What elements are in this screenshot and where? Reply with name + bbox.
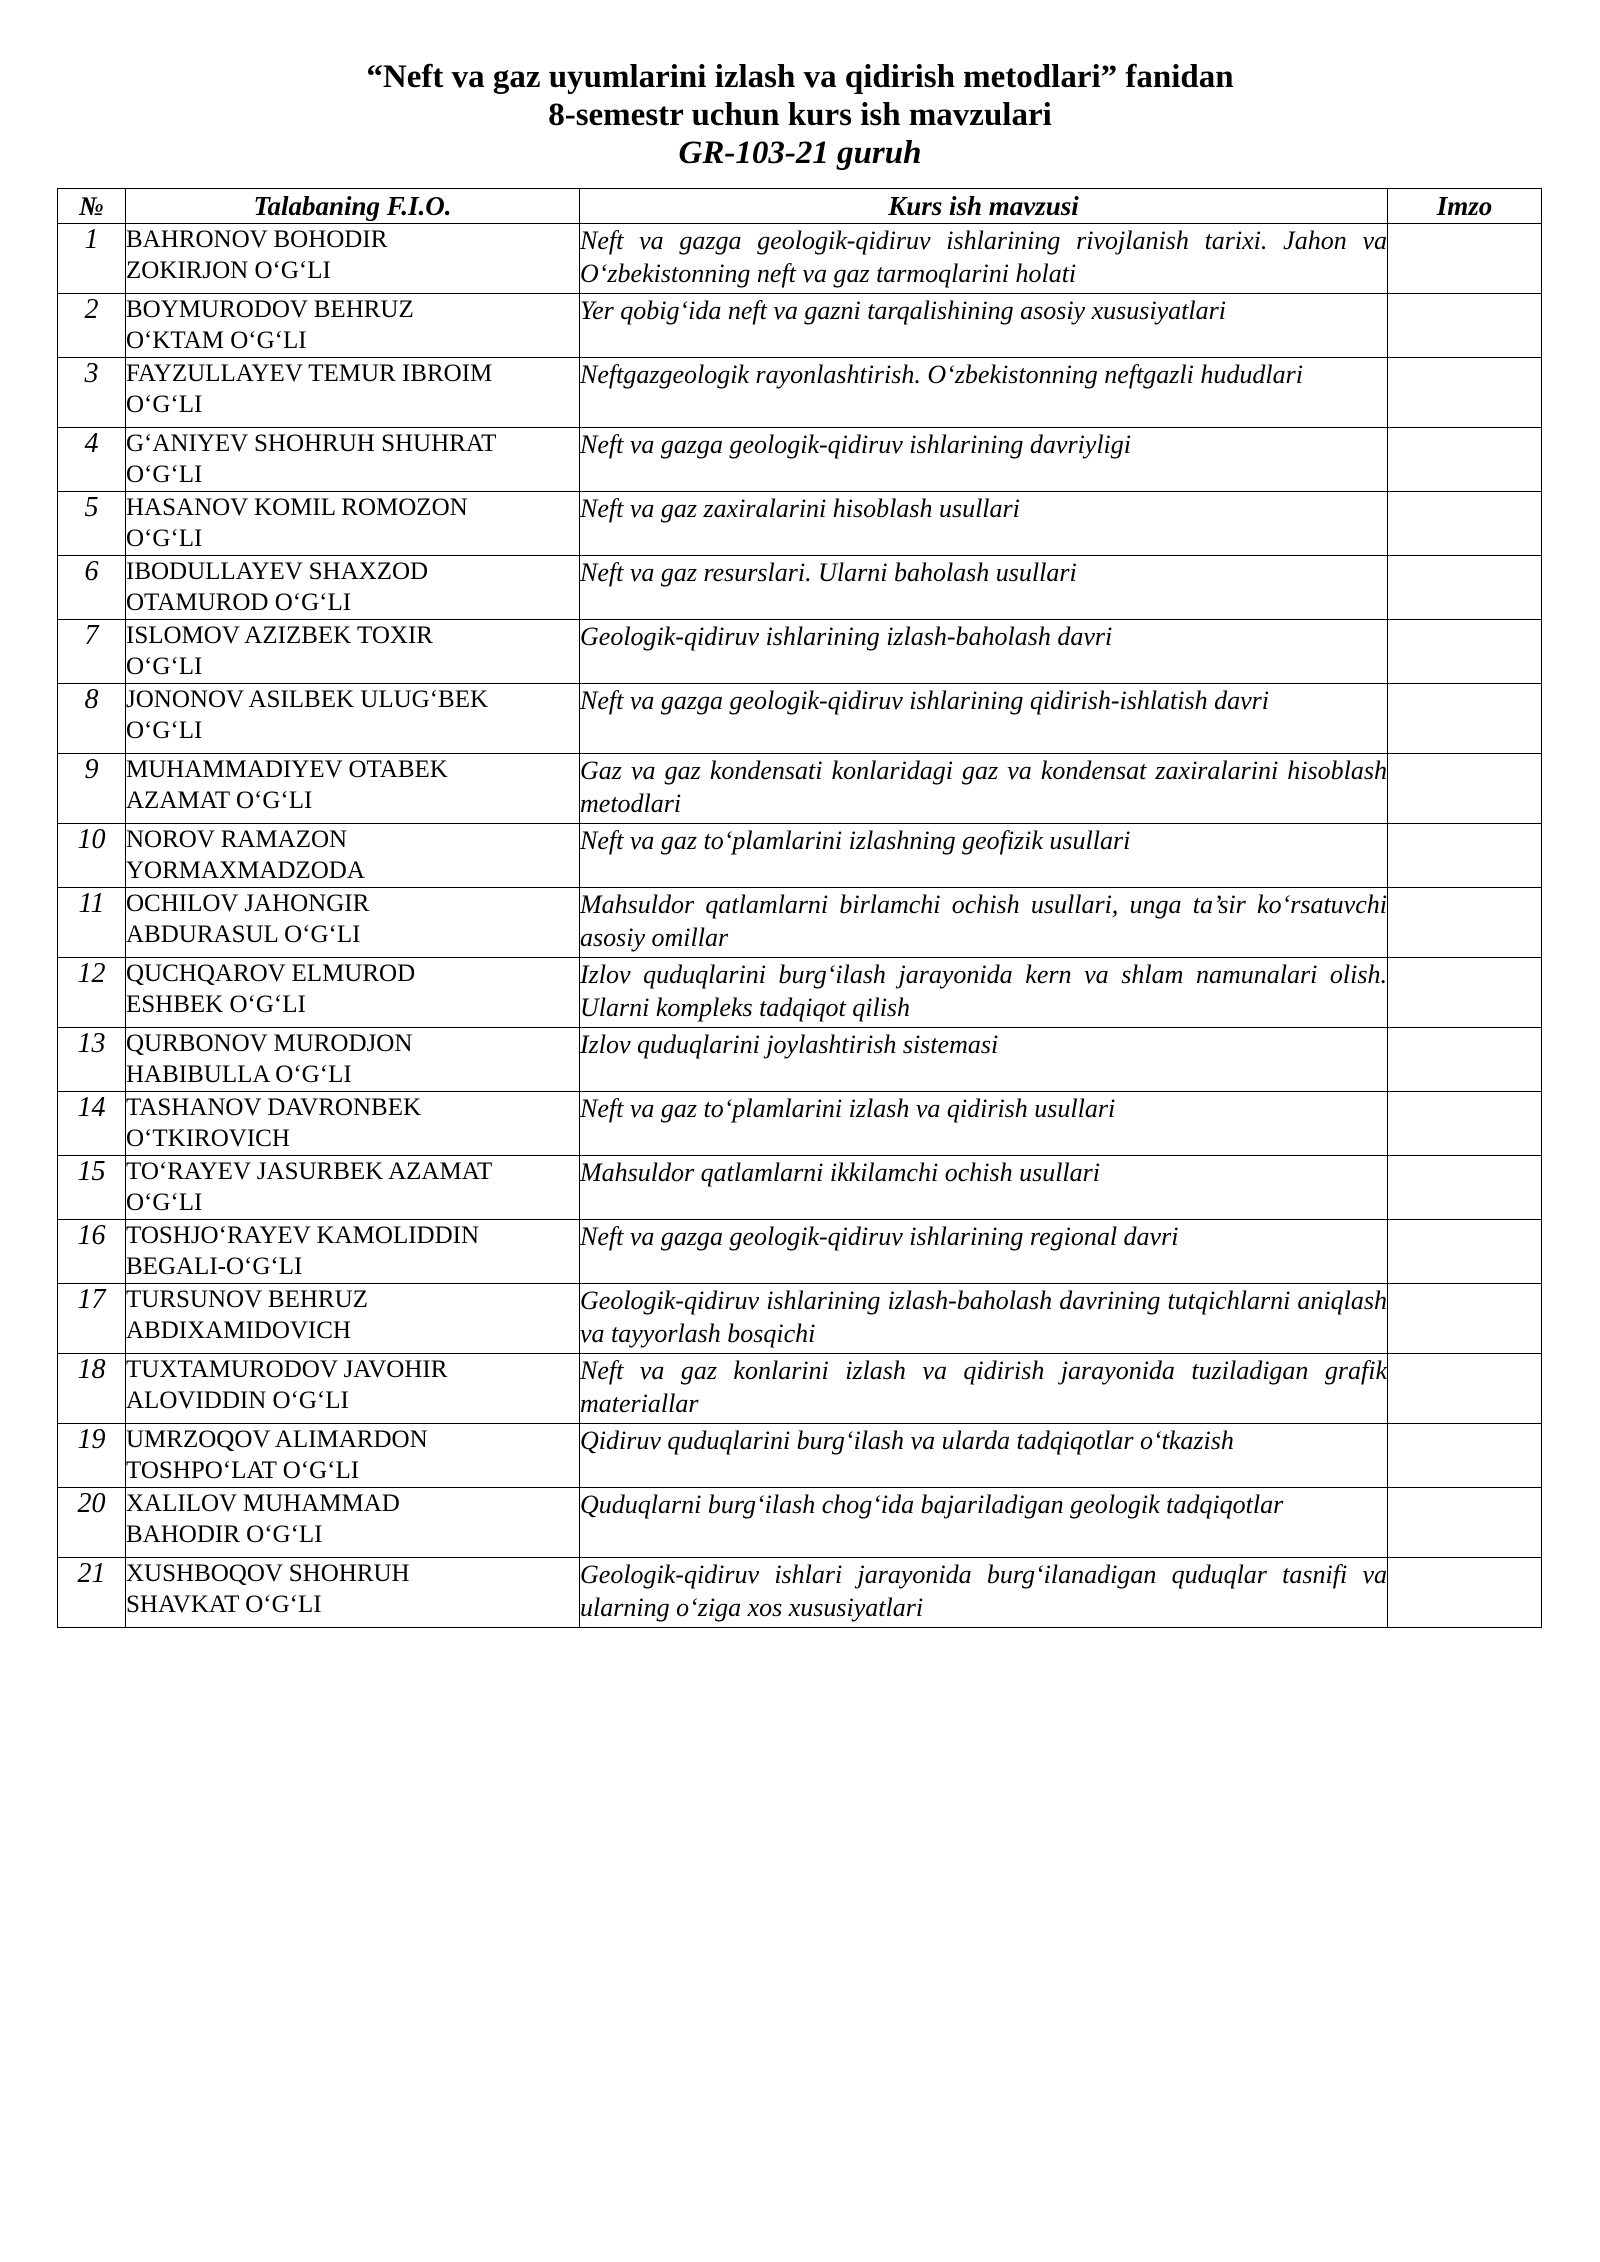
table-row <box>58 1092 1542 1156</box>
course-topic: Neft va gaz resurslari. Ularni baholash usullari <box>580 556 1388 620</box>
row-number: 19 <box>58 1424 126 1488</box>
signature-cell <box>1388 1354 1542 1424</box>
row-number: 6 <box>58 556 126 620</box>
row-number: 5 <box>58 492 126 556</box>
signature-cell <box>1388 1424 1542 1488</box>
document-subtitle: 8-semestr uchun kurs ish mavzulari <box>548 97 1052 133</box>
row-number: 16 <box>58 1220 126 1284</box>
student-name: BAHRONOV BOHODIR ZOKIRJON O‘G‘LI <box>126 224 580 294</box>
table-row <box>58 1488 1542 1558</box>
document-header <box>0 58 1600 172</box>
student-name: QUCHQAROV ELMUROD ESHBEK O‘G‘LI <box>126 958 580 1028</box>
table-row <box>58 492 1542 556</box>
row-number: 17 <box>58 1284 126 1354</box>
signature-cell <box>1388 1220 1542 1284</box>
table-row <box>58 358 1542 428</box>
table-row <box>58 294 1542 358</box>
column-header-student-name: Talabaning F.I.O. <box>126 189 580 224</box>
signature-cell <box>1388 1284 1542 1354</box>
table-row <box>58 556 1542 620</box>
student-name: TOSHJO‘RAYEV KAMOLIDDIN BEGALI-O‘G‘LI <box>126 1220 580 1284</box>
course-topic: Neftgazgeologik rayonlashtirish. O‘zbekistonning neftgazli hududlari <box>580 358 1388 428</box>
signature-cell <box>1388 1092 1542 1156</box>
group-label: GR-103-21 guruh <box>678 135 922 171</box>
course-topic: Geologik-qidiruv ishlarining izlash-baholash davri <box>580 620 1388 684</box>
student-name: XUSHBOQOV SHOHRUH SHAVKAT O‘G‘LI <box>126 1558 580 1628</box>
signature-cell <box>1388 428 1542 492</box>
row-number: 15 <box>58 1156 126 1220</box>
column-header-number: № <box>58 189 126 224</box>
signature-cell <box>1388 1488 1542 1558</box>
table-row <box>58 428 1542 492</box>
row-number: 10 <box>58 824 126 888</box>
course-topic: Qidiruv quduqlarini burg‘ilash va ularda tadqiqotlar o‘tkazish <box>580 1424 1388 1488</box>
signature-cell <box>1388 1558 1542 1628</box>
signature-cell <box>1388 556 1542 620</box>
column-header-course-topic: Kurs ish mavzusi <box>580 189 1388 224</box>
student-name: NOROV RAMAZON YORMAXMADZODA <box>126 824 580 888</box>
table-row <box>58 1028 1542 1092</box>
signature-cell <box>1388 1028 1542 1092</box>
course-topic: Quduqlarni burg‘ilash chog‘ida bajariladigan geologik tadqiqotlar <box>580 1488 1388 1558</box>
student-name: XALILOV MUHAMMAD BAHODIR O‘G‘LI <box>126 1488 580 1558</box>
student-name: MUHAMMADIYEV OTABEK AZAMAT O‘G‘LI <box>126 754 580 824</box>
row-number: 8 <box>58 684 126 754</box>
signature-cell <box>1388 1156 1542 1220</box>
signature-cell <box>1388 888 1542 958</box>
row-number: 4 <box>58 428 126 492</box>
course-topic: Geologik-qidiruv ishlari jarayonida burg‘ilanadigan quduqlar tasnifi va ularning o‘ziga xos xususiyatlari <box>580 1558 1388 1628</box>
course-topic: Neft va gaz konlarini izlash va qidirish jarayonida tuziladigan grafik materiallar <box>580 1354 1388 1424</box>
student-name: JONONOV ASILBEK ULUG‘BEK O‘G‘LI <box>126 684 580 754</box>
course-topic: Neft va gazga geologik-qidiruv ishlarining regional davri <box>580 1220 1388 1284</box>
row-number: 14 <box>58 1092 126 1156</box>
course-topics-table <box>57 188 1542 1628</box>
signature-cell <box>1388 224 1542 294</box>
student-name: TO‘RAYEV JASURBEK AZAMAT O‘G‘LI <box>126 1156 580 1220</box>
signature-cell <box>1388 754 1542 824</box>
student-name: HASANOV KOMIL ROMOZON O‘G‘LI <box>126 492 580 556</box>
student-name: TUXTAMURODOV JAVOHIR ALOVIDDIN O‘G‘LI <box>126 1354 580 1424</box>
course-topic: Geologik-qidiruv ishlarining izlash-baholash davrining tutqichlarni aniqlash va tayyorlash bosqichi <box>580 1284 1388 1354</box>
table-row <box>58 1284 1542 1354</box>
student-name: FAYZULLAYEV TEMUR IBROIM O‘G‘LI <box>126 358 580 428</box>
table-row <box>58 958 1542 1028</box>
table-body <box>58 224 1542 1628</box>
table-row <box>58 754 1542 824</box>
signature-cell <box>1388 620 1542 684</box>
table-row <box>58 888 1542 958</box>
course-topic: Neft va gazga geologik-qidiruv ishlarining qidirish-ishlatish davri <box>580 684 1388 754</box>
table-row <box>58 1424 1542 1488</box>
student-name: TURSUNOV BEHRUZ ABDIXAMIDOVICH <box>126 1284 580 1354</box>
signature-cell <box>1388 824 1542 888</box>
signature-cell <box>1388 492 1542 556</box>
course-topic: Mahsuldor qatlamlarni ikkilamchi ochish usullari <box>580 1156 1388 1220</box>
row-number: 12 <box>58 958 126 1028</box>
column-header-signature: Imzo <box>1388 189 1542 224</box>
table-row <box>58 824 1542 888</box>
table-row <box>58 1558 1542 1628</box>
course-topic: Izlov quduqlarini burg‘ilash jarayonida kern va shlam namunalari olish. Ularni kompleks tadqiqot qilish <box>580 958 1388 1028</box>
table-row <box>58 620 1542 684</box>
course-topic: Mahsuldor qatlamlarni birlamchi ochish usullari, unga ta’sir ko‘rsatuvchi asosiy omillar <box>580 888 1388 958</box>
row-number: 7 <box>58 620 126 684</box>
table-row <box>58 224 1542 294</box>
course-topic: Gaz va gaz kondensati konlaridagi gaz va kondensat zaxiralarini hisoblash metodlari <box>580 754 1388 824</box>
student-name: IBODULLAYEV SHAXZOD OTAMUROD O‘G‘LI <box>126 556 580 620</box>
row-number: 11 <box>58 888 126 958</box>
course-topic: Izlov quduqlarini joylashtirish sistemasi <box>580 1028 1388 1092</box>
student-name: OCHILOV JAHONGIR ABDURASUL O‘G‘LI <box>126 888 580 958</box>
course-topic: Neft va gaz to‘plamlarini izlashning geofizik usullari <box>580 824 1388 888</box>
table-row <box>58 684 1542 754</box>
table-row <box>58 1220 1542 1284</box>
student-name: BOYMURODOV BEHRUZ O‘KTAM O‘G‘LI <box>126 294 580 358</box>
course-topic: Neft va gaz to‘plamlarini izlash va qidirish usullari <box>580 1092 1388 1156</box>
row-number: 20 <box>58 1488 126 1558</box>
signature-cell <box>1388 358 1542 428</box>
table-row <box>58 1156 1542 1220</box>
row-number: 2 <box>58 294 126 358</box>
student-name: TASHANOV DAVRONBEK O‘TKIROVICH <box>126 1092 580 1156</box>
table-row <box>58 1354 1542 1424</box>
course-topic: Neft va gaz zaxiralarini hisoblash usullari <box>580 492 1388 556</box>
row-number: 9 <box>58 754 126 824</box>
student-name: G‘ANIYEV SHOHRUH SHUHRAT O‘G‘LI <box>126 428 580 492</box>
row-number: 1 <box>58 224 126 294</box>
student-name: UMRZOQOV ALIMARDON TOSHPO‘LAT O‘G‘LI <box>126 1424 580 1488</box>
course-topic: Neft va gazga geologik-qidiruv ishlarining rivojlanish tarixi. Jahon va O‘zbekistonning neft va gaz tarmoqlarini holati <box>580 224 1388 294</box>
row-number: 13 <box>58 1028 126 1092</box>
row-number: 3 <box>58 358 126 428</box>
student-name: ISLOMOV AZIZBEK TOXIR O‘G‘LI <box>126 620 580 684</box>
signature-cell <box>1388 294 1542 358</box>
course-topic: Neft va gazga geologik-qidiruv ishlarining davriyligi <box>580 428 1388 492</box>
row-number: 21 <box>58 1558 126 1628</box>
student-name: QURBONOV MURODJON HABIBULLA O‘G‘LI <box>126 1028 580 1092</box>
course-topic: Yer qobig‘ida neft va gazni tarqalishining asosiy xususiyatlari <box>580 294 1388 358</box>
document-title: “Neft va gaz uyumlarini izlash va qidirish metodlari” fanidan <box>366 59 1234 95</box>
signature-cell <box>1388 958 1542 1028</box>
row-number: 18 <box>58 1354 126 1424</box>
table-header-row <box>58 189 1542 224</box>
signature-cell <box>1388 684 1542 754</box>
